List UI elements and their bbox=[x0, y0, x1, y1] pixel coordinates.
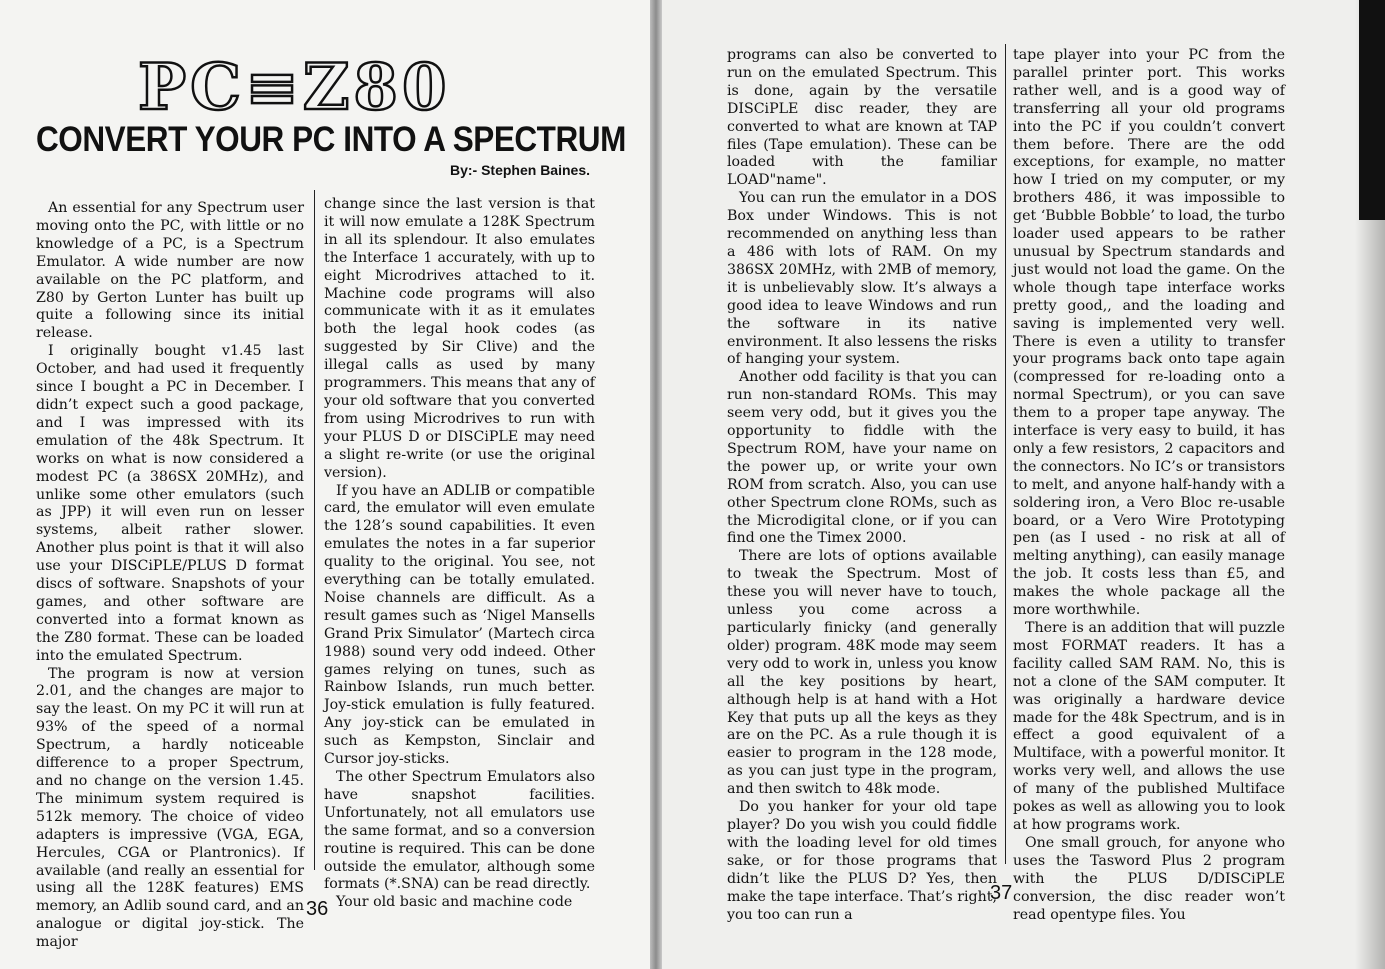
paragraph: change since the last version is that it will now emulate a 128K Spectrum in all its splendour. It also emulates the Interface 1 accurately, with up to eight Microdrives attached to it. Machine code programs will also communicate with it as it emulates both the legal hook codes (as suggested by Sir Clive) and the illegal calls as used by many programmers. This means that any of your old software that you converted from using Microdrives to run with your PLUS D or DISCiPLE may need a slight re-write (or use the original version). bbox=[324, 196, 595, 481]
paragraph: The other Spectrum Emulators also have snapshot facilities. Unfortunately, not all emulators use the same format, and so a conversion routine is required. This can be done outside the emulator, although some formats (*.SNA) can be read directly. bbox=[324, 769, 595, 893]
book-gutter bbox=[650, 0, 662, 969]
article-byline: By:- Stephen Baines. bbox=[449, 162, 590, 178]
page-edge-background bbox=[1359, 0, 1385, 220]
paragraph: One small grouch, for anyone who uses the Tasword Plus 2 program with the PLUS D/DISCiPLE conversion, the disc reader won’t read opentype files. You bbox=[1013, 834, 1285, 923]
paragraph: There are lots of options available to tweak the Spectrum. Most of these you will never have to touch, unless you come across a particularly finicky (and generally older) program. 48K mode may seem very odd to work in, unless you know all the key positions by heart, although help is at hand with a Hot Key that puts up all the keys as they are on the PC. As a rule though it is easier to program in the 128 mode, as you can just type in the program, and then switch to 48k mode. bbox=[727, 548, 997, 798]
page-number: 36 bbox=[306, 898, 329, 920]
paragraph: Do you hanker for your old tape player? Do you wish you could fiddle with the loading level for old times sake, or for those programs that didn’t like the PLUS D? Yes, then make the tape interface. That’s right, you too can run a bbox=[727, 799, 997, 923]
text-column-4 bbox=[1013, 47, 1285, 924]
paragraph: The program is now at version 2.01, and the changes are major to say the least. On my PC it will run at 93% of the speed of a normal Spectrum, a hardly noticeable difference to a proper Spectrum, and no change on the version 1.45. The minimum system required is 512k memory. The choice of video adapters is impressive (VGA, EGA, Hercules, CGA or Plantronics). If available (and really an essential for using all the 128K features) EMS memory, an Adlib sound card, and an analogue or digital joy-stick. The major bbox=[36, 665, 304, 951]
paragraph: You can run the emulator in a DOS Box under Windows. This is not recommended on anything less than a 486 with lots of RAM. On my 386SX 20MHz, with 2MB of memory, it is unbelievably slow. It’s always a good idea to leave Windows and run the software in its native environment. It also lessens the risks of hanging your system. bbox=[727, 190, 997, 368]
paragraph: There is an addition that will puzzle most FORMAT readers. It has a facility called SAM RAM. No, this is not a clone of the SAM computer. It was originally a hardware device made for the 48k Spectrum, and is in effect a good equivalent of a Multiface, with a powerful monitor. It works very well, and allows the use of many of the published Multiface pokes as well as allowing you to look at how programs work. bbox=[1013, 620, 1285, 833]
paragraph: Another odd facility is that you can run non-standard ROMs. This may seem very odd, but it gives you the opportunity to fiddle with the Spectrum ROM, have your name on the power up, or write your own ROM from scratch. Also, you can use other Spectrum clone ROMs, such as the Microdigital clone, or if you can find one the Timex 2000. bbox=[727, 369, 997, 547]
paragraph: I originally bought v1.45 last October, and had used it frequently since I bought a PC in December. I didn’t expect such a good package, and I was impressed with its emulation of the 48k Spectrum. It works on what is now considered a modest PC (a 386SX 20MHz), and unlike some other emulators (such as JPP) it will even run on lesser systems, albeit rather slower. Another plus point is that it will also use your DISCiPLE/PLUS D format discs of software. Snapshots of your games, and other software are converted into a format known as the Z80 format. These can be loaded into the emulated Spectrum. bbox=[36, 343, 304, 664]
column-divider bbox=[314, 190, 315, 870]
paragraph: tape player into your PC from the parallel printer port. This works rather well, and is a good way of transferring all your old programs into the PC if you couldn’t convert them before. There are the odd exceptions, for example, no matter how I tried on my computer, or my brothers 486, it was impossible to get ‘Bubble Bobble’ to load, the turbo loader used appears to be rather unusual by Spectrum standards and just would not load the game. On the whole though tape interface works pretty good,, and the loading and saving is implemented very well. There is even a utility to transfer your programs back onto tape again (compressed for re-loading onto a normal Spectrum), or you can save them to a proper tape anyway. The interface is very easy to build, it has only a few resistors, 2 capacitors and the connectors. No IC’s or transistors to melt, and anyone half-handy with a soldering iron, a Vero Bloc re-usable board, or a Vero Wire Prototyping pen (as I used - no risk at all of melting anything), can easily manage the job. It costs less than £5, and makes the whole package all the more worthwhile. bbox=[1013, 47, 1285, 619]
paragraph: If you have an ADLIB or compatible card, the emulator will even emulate the 128’s sound capabilities. It even emulates the notes in a far superior quality to the original. You see, not everything can be totally emulated. Noise channels are difficult. As a result games such as ‘Nigel Mansells Grand Prix Simulator’ (Martech circa 1988) sound very odd indeed. Other games relying on tunes, such as Rainbow Islands, run much better. Joy-stick emulation is fully featured. Any joy-stick can be emulated in such as Kempston, Sinclair and Cursor joy-sticks. bbox=[324, 482, 595, 768]
page-number: 37 bbox=[990, 882, 1013, 904]
left-page bbox=[0, 0, 650, 969]
text-column-2 bbox=[324, 196, 595, 912]
paragraph: programs can also be converted to run on the emulated Spectrum. This is done, again by the versatile DISCiPLE disc reader, they are converted to what are known at TAP files (Tape emulation). These can be loaded with the familiar LOAD"name". bbox=[727, 47, 997, 189]
column-divider bbox=[1005, 44, 1006, 864]
text-column-3 bbox=[727, 47, 997, 924]
paragraph: Your old basic and machine code bbox=[336, 894, 573, 911]
paragraph: An essential for any Spectrum user moving onto the PC, with little or no knowledge of a PC, is a Spectrum Emulator. A wide number are now available on the PC platform, and Z80 by Gerton Lunter has built up quite a following since its initial release. bbox=[36, 200, 304, 342]
masthead-logo: PC≡Z80 bbox=[138, 50, 451, 125]
article-headline: CONVERT YOUR PC INTO A SPECTRUM bbox=[36, 120, 626, 159]
text-column-1 bbox=[36, 200, 304, 952]
